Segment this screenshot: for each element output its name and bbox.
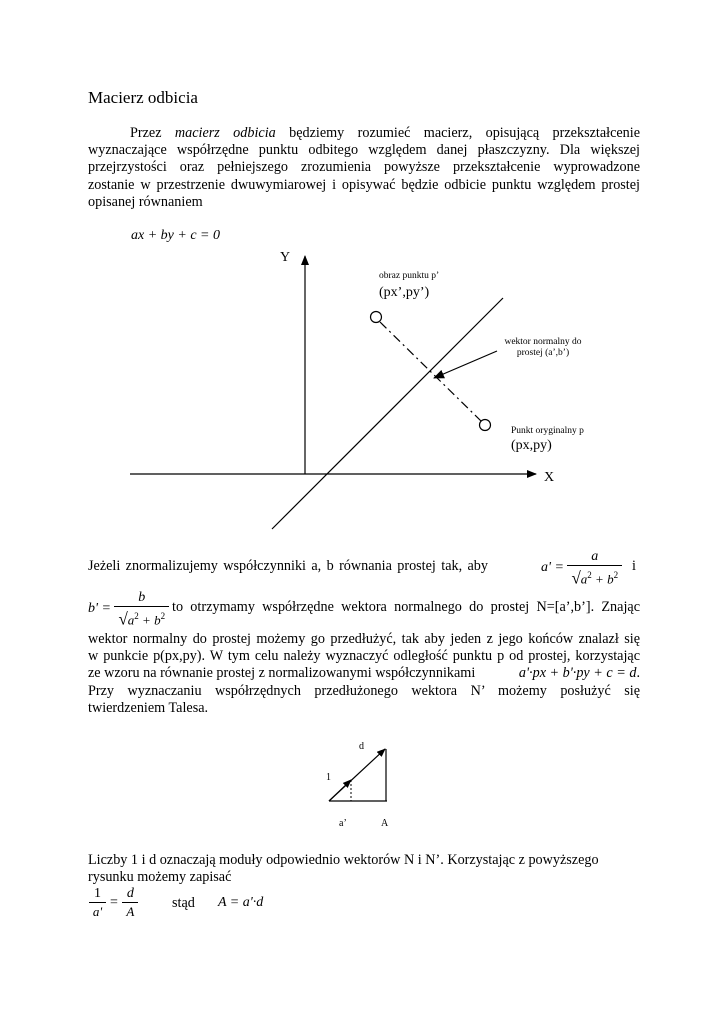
original-point-coords: (px,py): [511, 438, 552, 453]
fraction-1-over-a-prime: $\frac{1}{a'}$: [88, 886, 107, 920]
fraction-d-over-A: $\frac{d}{A}$: [121, 886, 140, 920]
conclusion-paragraph: [88, 852, 640, 886]
term-macierz-odbicia: macierz odbicia: [174, 125, 276, 141]
intro-line-5: opisanej równaniem: [88, 193, 203, 210]
label-a-prime: a’: [339, 818, 347, 829]
intro-line-2: wyznaczające współrzędne punktu odbitego względem danej płaszczyzny. Dla większej: [88, 142, 640, 159]
image-point-coords: (px’,py’): [379, 285, 430, 300]
original-point-marker: [480, 420, 491, 431]
result-equation: A = a'·d: [218, 895, 264, 910]
intro-line-4: zostanie w przestrzenie dwuwymiarowej i opisywać będzie odbicie punktu względem prostej: [88, 176, 640, 193]
intro-line-1: Przez macierz odbicia będziemy rozumieć macierz, opisującą przekształcenie: [130, 125, 640, 141]
normal-vector-arrow: [434, 351, 497, 378]
normal-vector-caption: wektor normalny do prostej (a’,b’): [504, 337, 582, 358]
original-point-caption: Punkt oryginalny p: [511, 426, 584, 436]
line-equation: ax + by + c = 0: [131, 228, 220, 243]
y-axis-label: Y: [280, 250, 291, 265]
distance-formula: a'·px + b'·py + c = d: [518, 665, 637, 682]
normalize-paragraph-rest: [88, 631, 640, 717]
label-A: A: [381, 818, 389, 829]
b-prime-formula: b' = $\frac{b}{√a^2 + b^2}$: [88, 590, 169, 628]
normalize-line-2: to otrzymamy współrzędne wektora normalnego do prostej N=[a’,b’]. Znając: [172, 599, 640, 615]
normalize-line-4: w punkcie p(px,py). W tym celu należy wyznaczyć odległość punktu p od prostej, korzystając: [88, 648, 640, 665]
a-prime-formula: a' = $\frac{a}{√a^2 + b^2}$: [541, 549, 622, 587]
normalize-line-3: wektor normalny do prostej możemy go przedłużyć, tak aby jeden z jego końców znalazł się: [88, 631, 640, 647]
image-point-marker: [371, 312, 382, 323]
conjunction-i: i: [632, 558, 636, 574]
label-d: d: [359, 741, 364, 752]
ratio-equation: $\frac{1}{a'}$ = $\frac{d}{A}$: [88, 886, 140, 920]
label-1: 1: [326, 772, 331, 783]
normalize-line-6: Przy wyznaczaniu współrzędnych przedłużonego wektora N’ możemy posłużyć się: [88, 682, 640, 699]
page-title: Macierz odbicia: [88, 88, 198, 107]
normalize-line-7: twierdzeniem Talesa.: [88, 699, 209, 716]
reflection-line: [272, 298, 503, 529]
intro-line-3: przejrzystości oraz pełniejszego zrozumienia powyższe przekształcenie wyprowadzone: [88, 159, 640, 176]
normalize-line-1: Jeżeli znormalizujemy współczynniki a, b równania prostej tak, aby: [88, 558, 488, 574]
a-prime-fraction: $\frac{a}{√a^2 + b^2}$: [567, 549, 622, 587]
normalize-line-5: ze wzoru na równanie prostej z normalizowanymi współczynnikami a'·px + b'·py + c = d.: [88, 665, 640, 682]
conclusion-line-2: rysunku możemy zapisać: [88, 869, 232, 886]
short-vector-1: [329, 780, 351, 801]
stad-word: stąd: [172, 895, 195, 911]
conclusion-line-1: Liczby 1 i d oznaczają moduły odpowiednio wektorów N i N’. Korzystając z powyższego: [88, 852, 599, 868]
b-prime-fraction: $\frac{b}{√a^2 + b^2}$: [114, 590, 169, 628]
image-point-caption: obraz punktu p’: [379, 271, 440, 281]
x-axis-label: X: [544, 470, 555, 485]
